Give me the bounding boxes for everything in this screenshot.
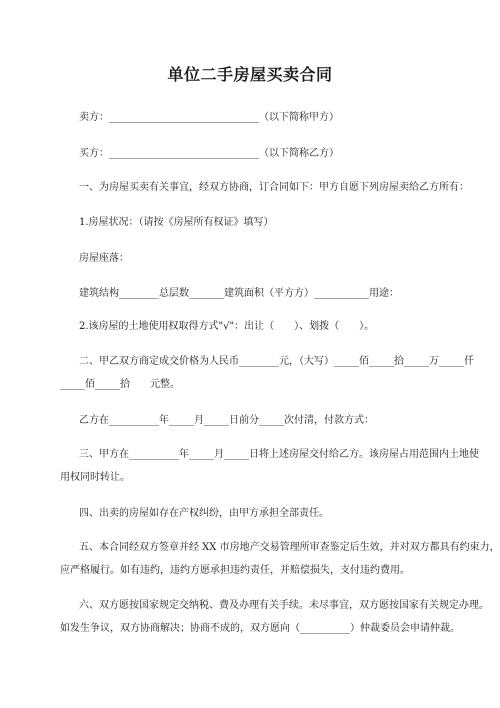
clause-3-delivery-cont: 用权同时转让。 [60,472,130,483]
clause-5: 五、本合同经双方签章并经 XX 市房地产交易管理所审查鉴定后生效，并对双方都具有约束力， [79,542,500,553]
property-status: 1.房屋状况：（请按《房屋所有权证》填写） [79,217,274,228]
document-title: 单位二手房屋买卖合同 [167,65,333,84]
clause-6: 六、双方愿按国家规定交纳税、费及办理有关手续。未尽事宜，双方愿按国家有关规定办理。 [79,600,489,611]
clause-2-price-cont: _____佰_____拾 元整。 [60,379,180,390]
clause-5-cont: 应严格履行。如有违约，违约方愿承担违约责任，并赔偿损失，支付违约费用。 [60,565,410,576]
property-location: 房屋座落： [79,253,129,264]
clause-2-price: 二、甲乙双方商定成交价格为人民币________元，（大写）_____佰_____拾_____万_____仟 [79,356,474,367]
land-use-right: 2.该房屋的土地使用权取得方式"√"：出让（ ）、划拨（ ）。 [79,321,375,332]
building-structure: 建筑结构________总层数_______建筑面积（平方方）___________用途： [79,288,399,299]
clause-4: 四、出卖的房屋如存在产权纠纷，由甲方承担全部责任。 [79,508,329,519]
seller-line: 卖方：______________________________（以下简称甲方） [79,112,339,123]
clause-3-delivery: 三、甲方在__________年_____月_____日将上述房屋交付给乙方。该房屋占用范围内土地使 [79,449,479,460]
payment-terms: 乙方在__________年_____月_____日前分_____次付清，付款方式： [79,415,374,426]
buyer-line: 买方：______________________________（以下简称乙方） [79,148,339,159]
clause-1-intro: 一、为房屋买卖有关事宜，经双方协商，订合同如下：甲方自愿下列房屋卖给乙方所有： [79,182,469,193]
clause-6-cont: 如发生争议，双方协商解决；协商不成的，双方愿向（__________）仲裁委员会申请仲裁。 [60,623,460,634]
